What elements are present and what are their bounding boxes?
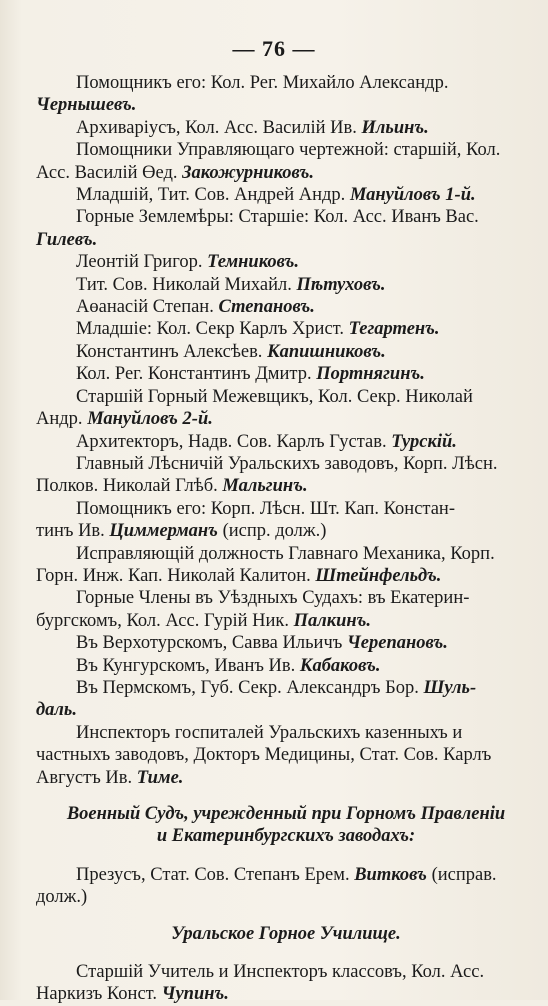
text-line: Помощникъ его: Кол. Рег. Михайло Александр.	[76, 73, 449, 93]
text-line	[36, 767, 536, 789]
text-line: Исправляющiй должность Главнаго Механика, Корп.	[76, 543, 495, 564]
text-span: Леонтiй Григор.	[76, 252, 208, 273]
spacer	[36, 909, 536, 923]
surname: Ильинъ.	[361, 117, 429, 138]
text-line	[36, 274, 536, 296]
text-span: Горн. Инж. Кап. Николай Калитон.	[36, 565, 316, 586]
text-span: Архиварiусъ, Кол. Асс. Василiй Ив.	[76, 117, 362, 138]
surname: Шуль-	[423, 677, 477, 698]
text-line	[36, 363, 536, 385]
text-span: бургскомъ, Кол. Асс. Гурiй Ник.	[36, 610, 294, 631]
spacer	[36, 945, 536, 961]
section-heading: Военный Судъ, учрежденный при Горномъ Правленiи	[66, 804, 506, 824]
text-line	[36, 983, 536, 1005]
text-line	[36, 655, 536, 677]
text-span: Тит. Сов. Николай Михайл.	[76, 274, 297, 295]
text-span: тинъ Ив.	[36, 521, 110, 542]
surname: Турскiй.	[391, 431, 457, 452]
surname: Штейнфельдъ.	[315, 565, 442, 586]
text-span: Младшiе: Кол. Секр Карлъ Христ.	[76, 319, 349, 340]
text-line	[36, 565, 536, 587]
text-line: частныхъ заводовъ, Докторъ Медицины, Стат. Сов. Карлъ	[36, 745, 492, 766]
text-line: Главный Лѣсничiй Уральскихъ заводовъ, Корп. Лѣсн.	[76, 453, 498, 474]
text-span: Асс. Василiй Өед.	[36, 162, 183, 183]
surname: Палкинъ.	[293, 610, 372, 631]
text-line	[36, 677, 536, 699]
text-span: Полков. Николай Глѣб.	[36, 476, 223, 497]
text-line	[36, 610, 536, 632]
text-line: Помощники Управляющаго чертежной: старшiй, Кол.	[76, 140, 501, 161]
text-line	[36, 296, 536, 318]
text-line	[36, 341, 536, 363]
page-number: — 76 —	[232, 36, 316, 61]
surname: Циммерманъ	[109, 521, 218, 542]
text-line	[36, 318, 536, 340]
text-line: Горные Землемѣры: Старшiе: Кол. Асс. Иванъ Вас.	[76, 207, 479, 228]
text-span: Архитекторъ, Надв. Сов. Карлъ Густав.	[76, 431, 392, 452]
text-line: Старшiй Учитель и Инспекторъ классовъ, Кол. Асс.	[76, 962, 485, 983]
text-span: Кол. Рег. Константинъ Дмитр.	[76, 364, 317, 385]
text-span: Младшiй, Тит. Сов. Андрей Андр.	[76, 185, 350, 206]
surname: даль.	[36, 700, 78, 721]
text-span: Аөанасiй Степан.	[76, 297, 219, 318]
surname: Чернышевъ.	[36, 95, 137, 116]
text-span: Андр.	[36, 409, 88, 430]
text-span: Презусъ, Стат. Сов. Степанъ Ерем.	[76, 864, 355, 885]
text-line	[36, 475, 536, 497]
spacer	[36, 848, 536, 864]
surname: Мальгинъ.	[222, 476, 308, 497]
surname: Мануйловъ 1-й.	[349, 185, 476, 206]
text-line: Помощникъ его: Корп. Лѣсн. Шт. Кап. Констан-	[76, 498, 455, 519]
surname: Мануйловъ 2-й.	[87, 409, 213, 430]
text-span: (исправ.	[426, 864, 497, 885]
text-span: (испр. долж.)	[217, 521, 327, 542]
surname: Витковъ	[354, 864, 427, 885]
section-heading: и Екатеринбургскихъ заводахъ:	[156, 826, 416, 847]
text-line	[36, 408, 536, 430]
surname: Пѣтуховъ.	[296, 274, 386, 295]
text-line	[36, 520, 536, 542]
surname: Черепановъ.	[346, 633, 448, 654]
text-line	[36, 162, 536, 184]
text-line	[36, 431, 536, 453]
text-span: Въ Верхотурскомъ, Савва Ильичъ	[76, 633, 347, 654]
text-line: Старшiй Горный Межевщикъ, Кол. Секр. Николай	[76, 386, 473, 407]
text-span: Наркизъ Конст.	[36, 984, 162, 1005]
text-span: Въ Пермскомъ, Губ. Секр. Александръ Бор.	[76, 677, 424, 698]
text-line	[36, 632, 536, 654]
surname: Портнягинъ.	[316, 364, 425, 385]
surname: Темниковъ.	[207, 252, 300, 273]
surname: Тиме.	[136, 767, 184, 788]
text-line	[36, 117, 536, 139]
surname: Степановъ.	[218, 297, 315, 318]
surname: Капишниковъ.	[267, 341, 386, 362]
surname: Закожурниковъ.	[182, 162, 314, 183]
page-body	[36, 72, 536, 1006]
text-line: долж.)	[36, 887, 88, 908]
surname: Гилевъ.	[36, 229, 98, 250]
surname: Чупинъ.	[161, 984, 229, 1005]
surname: Кабаковъ.	[299, 655, 381, 676]
text-line: Инспекторъ госпиталей Уральскихъ казенныхъ и	[76, 722, 463, 743]
text-line	[36, 864, 536, 886]
text-line	[36, 251, 536, 273]
spacer	[36, 789, 536, 803]
section-heading: Уральское Горное Училище.	[171, 923, 401, 944]
text-span: Въ Кунгурскомъ, Иванъ Ив.	[76, 655, 300, 676]
text-span: Константинъ Алексѣев.	[76, 341, 268, 362]
text-span: Августъ Ив.	[36, 767, 137, 788]
text-line	[36, 184, 536, 206]
text-line: Горные Члены въ Уѣздныхъ Судахъ: въ Екатерин-	[76, 588, 470, 609]
surname: Тегартенъ.	[348, 319, 440, 340]
